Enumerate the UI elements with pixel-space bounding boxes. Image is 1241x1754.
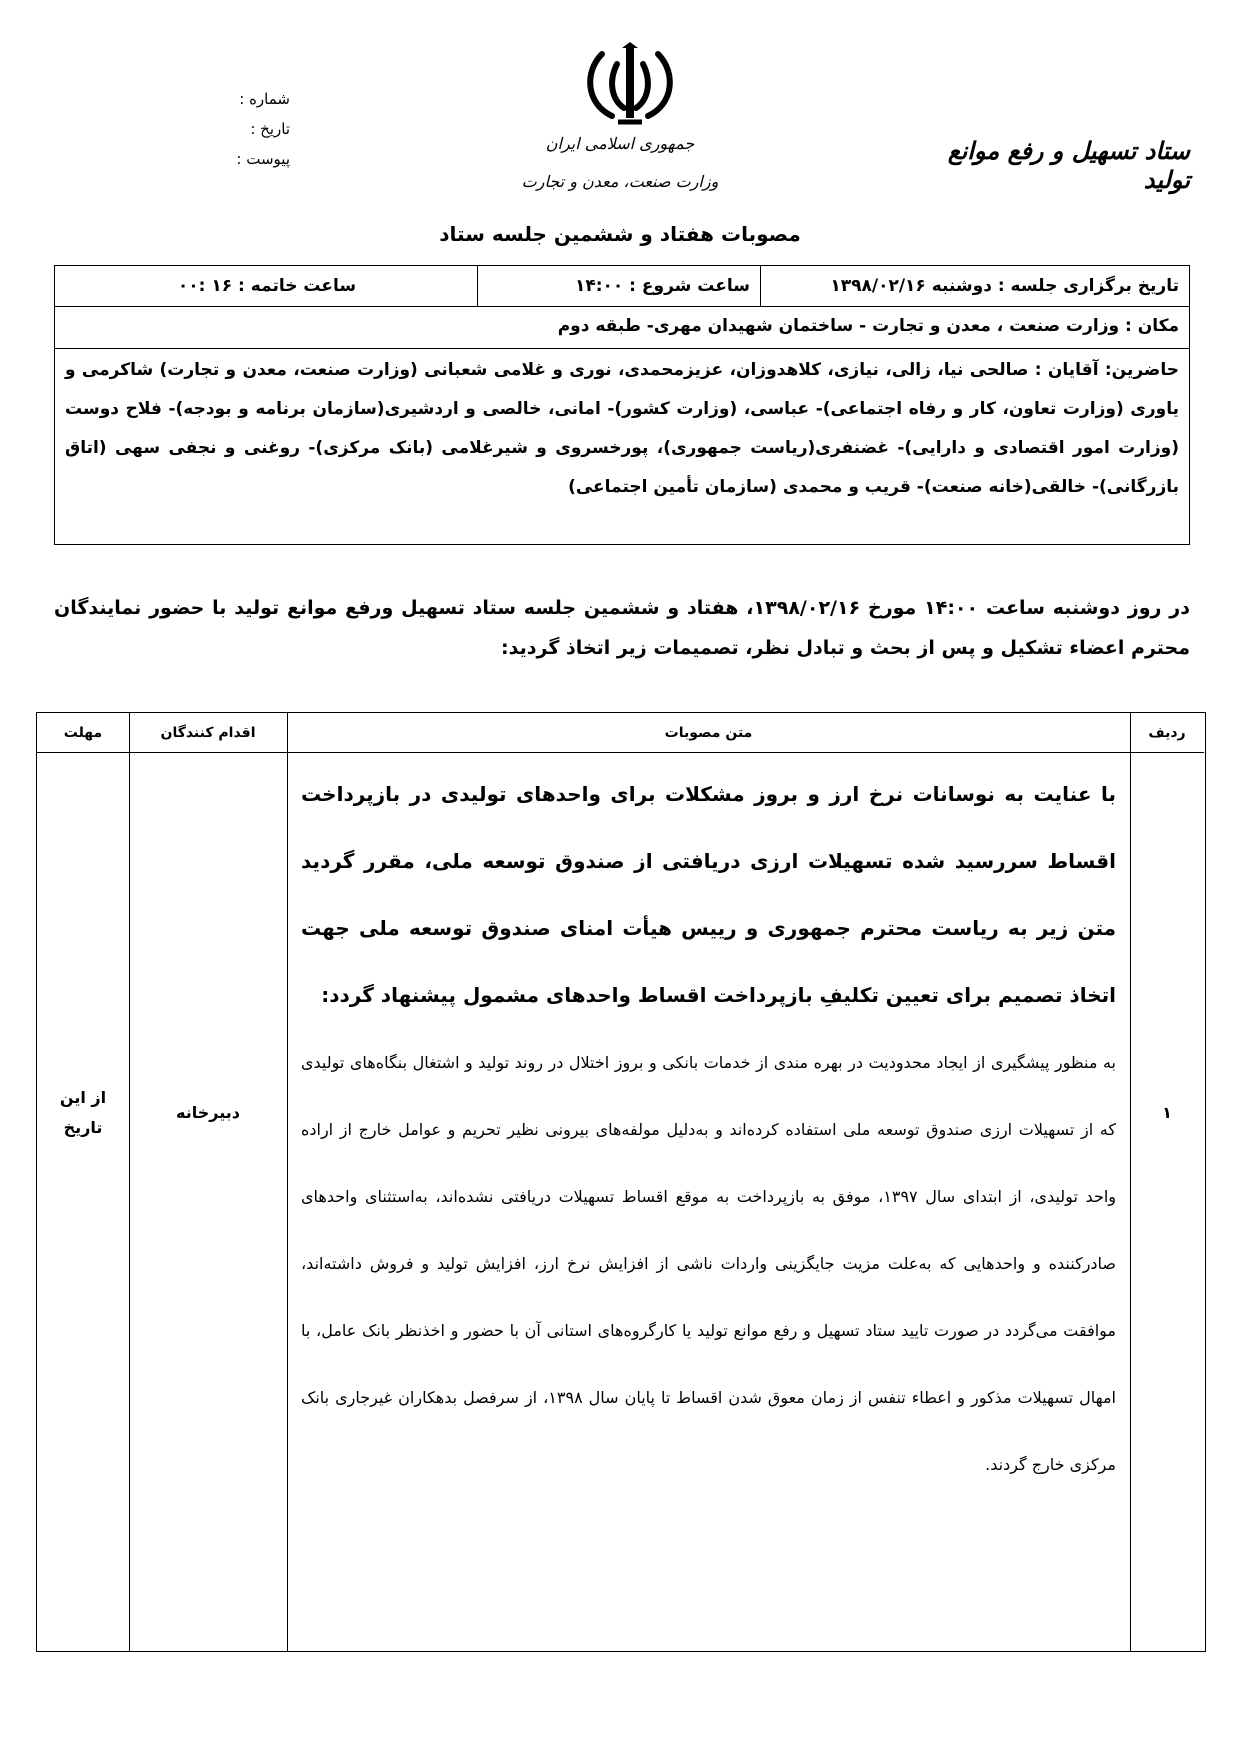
attachment-label: پیوست : <box>236 150 290 168</box>
resolutions-table <box>36 712 1206 1652</box>
emblem-icon <box>580 42 680 127</box>
republic-text: جمهوری اسلامی ایران <box>545 134 695 153</box>
page-title: مصوبات هفتاد و ششمین جلسه ستاد <box>439 222 801 246</box>
header-meta <box>200 84 290 174</box>
intro-paragraph: در روز دوشنبه ساعت ۱۴:۰۰ مورخ ۱۳۹۸/۰۲/۱۶، هفتاد و ششمین جلسه ستاد تسهیل ورفع موانع تولید با حضور نمایندگان محترم اعضاء تشکیل و پس از بحث و تبادل نظر، تصمیمات زیر اتخاذ گردید: <box>54 597 1190 659</box>
row-actor: دبیرخانه <box>176 1103 240 1122</box>
header-row: ردیف <box>1130 713 1204 753</box>
date-label: تاریخ : <box>250 120 290 138</box>
attendees-block <box>55 349 1189 509</box>
header-deadline: مهلت <box>37 713 129 753</box>
column-divider <box>1130 713 1131 1651</box>
ministry-text: وزارت صنعت، معدن و تجارت <box>521 172 719 191</box>
row-index: ۱ <box>1162 1103 1172 1122</box>
attendees-text: آقایان : صالحی نیا، زالی، نیازی، کلاهدوزان، عزیزمحمدی، نوری و غلامی شعبانی (وزارت صنعت، معدن و تجارت) شاکرمی و یاوری (وزارت تعاون، کار و رفاه اجتماعی)- عباسی، (وزارت کشور)- امانی، خالصی و اردشیری(سازمان برنامه و بودجه)- فلاح دوست (وزارت امور اقتصادی و دارایی)- غضنفری(ریاست جمهوری)، پورخسروی و شیرغلامی (بانک مرکزی)- روغنی و نجفی سهی (اتاق بازرگانی)- خالقی(خانه صنعت)- قریب و محمدی (سازمان تأمین اجتماعی) <box>65 360 1179 497</box>
table-row <box>287 753 1130 1506</box>
meeting-location: مکان : وزارت صنعت ، معدن و تجارت - ساختمان شهیدان مهری- طبقه دوم <box>557 316 1179 336</box>
meeting-date: تاریخ برگزاری جلسه : دوشنبه ۱۳۹۸/۰۲/۱۶ <box>830 276 1179 296</box>
number-label: شماره : <box>239 90 290 108</box>
meeting-info-box <box>54 265 1190 545</box>
header-actor: اقدام کنندگان <box>129 713 287 753</box>
meeting-location-row <box>55 306 1189 349</box>
header-text: متن مصوبات <box>287 713 1130 753</box>
column-divider <box>129 713 130 1651</box>
meeting-end: ساعت خاتمه : ۱۶ :۰۰ <box>177 276 357 296</box>
resolution-lead: با عنایت به نوسانات نرخ ارز و بروز مشکلات برای واحدهای تولیدی در بازپرداخت اقساط سررسید شده تسهیلات ارزی دریافتی از صندوق توسعه ملی، مقرر گردید متن زیر به ریاست محترم جمهوری و رییس هیأت امنای صندوق توسعه ملی جهت اتخاذ تصمیم برای تعیین تکلیفِ بازپرداخت اقساط واحدهای مشمول پیشنهاد گردد: <box>301 782 1116 1007</box>
headquarters-title: ستاد تسهیل و رفع موانع تولید <box>947 136 1190 194</box>
meeting-time-row <box>55 266 1189 307</box>
row-deadline: از این تاریخ <box>59 1088 107 1137</box>
attendees-label: حاضرین: <box>1104 360 1179 380</box>
meeting-start: ساعت شروع : ۱۴:۰۰ <box>477 266 761 306</box>
resolution-body: به منظور پیشگیری از ایجاد محدودیت در بهره مندی از خدمات بانکی و بروز اختلال در روند تولید و اشتغال بنگاه‌های تولیدی که از تسهیلات ارزی صندوق توسعه ملی استفاده کرده‌اند و به‌دلیل مولفه‌های بیرونی نظیر تحریم و عوامل خارج از اراده واحد تولیدی، از ابتدای سال ۱۳۹۷، موفق به بازپرداخت به موقع اقساط تسهیلات دریافتی نشده‌اند، به‌استثنای واحدهای صادرکننده و واحدهایی که به‌علت مزیت جایگزینی واردات ناشی از افزایش نرخ ارز، افزایش تولید و فروش داشته‌اند، موافقت می‌گردد در صورت تایید ستاد تسهیل و رفع موانع تولید یا کارگروه‌های استانی آن با حضور و اخذنظر بانک عامل، با امهال تسهیلات مذکور و اعطاء تنفس از زمان معوق شدن اقساط تا پایان سال ۱۳۹۸، از سرفصل بدهکاران غیرجاری بانک مرکزی خارج گردند. <box>301 1053 1117 1474</box>
